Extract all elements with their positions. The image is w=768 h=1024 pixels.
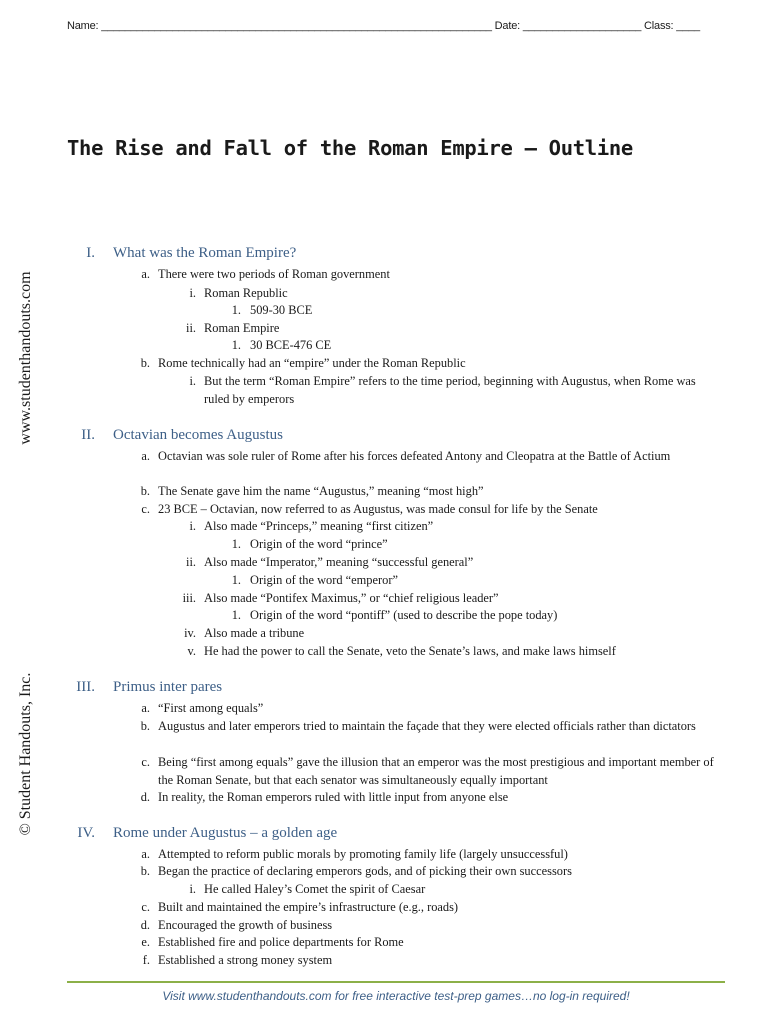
item-text: Roman Empire xyxy=(204,321,280,335)
item-text: Encouraged the growth of business xyxy=(158,918,333,932)
item-text: Also made a tribune xyxy=(204,626,305,640)
item-text: He called Haley’s Comet the spirit of Caesar xyxy=(204,882,426,896)
section-title: Primus inter pares xyxy=(113,679,223,695)
item-text: Established a strong money system xyxy=(158,953,333,967)
item-text: 23 BCE – Octavian, now referred to as Augustus, was made consul for life by the Senate xyxy=(158,502,598,516)
item-marker: i. xyxy=(189,519,196,533)
side-copyright-text: © Student Handouts, Inc. xyxy=(17,672,34,836)
section-number: IV. xyxy=(77,825,95,841)
item-marker: 1. xyxy=(231,608,241,622)
item-marker: i. xyxy=(189,286,196,300)
item-marker: 1. xyxy=(231,573,241,587)
item-text: Built and maintained the empire’s infrastructure (e.g., roads) xyxy=(158,900,459,914)
section-number: I. xyxy=(86,245,95,261)
footer-divider xyxy=(67,981,725,983)
section-title: Octavian becomes Augustus xyxy=(113,427,283,443)
item-text: Also made “Princeps,” meaning “first citizen” xyxy=(204,519,434,533)
item-text: Established fire and police departments for Rome xyxy=(158,935,404,949)
item-marker: 1. xyxy=(231,537,241,551)
item-text: Augustus and later emperors tried to maintain the façade that they were elected officials rather than dictators xyxy=(158,719,696,733)
item-text: Origin of the word “emperor” xyxy=(250,573,398,587)
item-text: Roman Republic xyxy=(204,286,288,300)
item-text: He had the power to call the Senate, veto the Senate’s laws, and make laws himself xyxy=(204,644,616,658)
item-text: Origin of the word “pontiff” (used to describe the pope today) xyxy=(250,608,558,622)
item-marker: e. xyxy=(141,935,150,949)
item-text: In reality, the Roman emperors ruled with little input from anyone else xyxy=(158,790,509,804)
section-number: II. xyxy=(81,427,95,443)
item-text: “First among equals” xyxy=(158,701,264,715)
item-text: Also made “Imperator,” meaning “successful general” xyxy=(204,555,474,569)
item-marker: c. xyxy=(141,755,150,769)
item-marker: a. xyxy=(141,701,150,715)
item-text: Octavian was sole ruler of Rome after his forces defeated Antony and Cleopatra at the Battle of Actium xyxy=(158,449,671,463)
item-text: Attempted to reform public morals by promoting family life (largely unsuccessful) xyxy=(158,847,568,861)
item-marker: 1. xyxy=(231,338,241,352)
item-text: Being “first among equals” gave the illusion that an emperor was the most prestigious and important member of the Roman Senate, but that each senator was simultaneously equally important xyxy=(158,755,714,787)
item-marker: c. xyxy=(141,502,150,516)
section-title: Rome under Augustus – a golden age xyxy=(113,825,338,841)
item-marker: b. xyxy=(140,484,150,498)
item-text: The Senate gave him the name “Augustus,” meaning “most high” xyxy=(158,484,484,498)
item-marker: b. xyxy=(140,719,150,733)
item-marker: a. xyxy=(141,449,150,463)
item-text: Also made “Pontifex Maximus,” or “chief religious leader” xyxy=(204,591,499,605)
item-text: But the term “Roman Empire” refers to the time period, beginning with Augustus, when Rome was ruled by emperors xyxy=(204,374,696,406)
item-marker: ii. xyxy=(186,555,196,569)
item-marker: d. xyxy=(140,790,150,804)
item-text: Origin of the word “prince” xyxy=(250,537,388,551)
item-text: 509-30 BCE xyxy=(250,303,313,317)
item-marker: i. xyxy=(189,374,196,388)
side-url-text: www.studenthandouts.com xyxy=(17,271,34,445)
item-marker: b. xyxy=(140,864,150,878)
name-date-class-line: Name: __________________________________________________________________ Date: ____________________ Class: ____ xyxy=(67,20,700,32)
item-marker: i. xyxy=(189,882,196,896)
item-marker: a. xyxy=(141,267,150,281)
page-title: The Rise and Fall of the Roman Empire – Outline xyxy=(67,136,633,160)
footer-text: Visit www.studenthandouts.com for free interactive test-prep games…no log-in required! xyxy=(162,989,630,1003)
item-text: There were two periods of Roman government xyxy=(158,267,390,281)
item-text: Began the practice of declaring emperors gods, and of picking their own successors xyxy=(158,864,572,878)
item-marker: a. xyxy=(141,847,150,861)
item-marker: v. xyxy=(187,644,196,658)
item-marker: iii. xyxy=(182,591,196,605)
item-marker: ii. xyxy=(186,321,196,335)
item-marker: f. xyxy=(142,953,150,967)
section-title: What was the Roman Empire? xyxy=(113,245,297,261)
item-marker: d. xyxy=(140,918,150,932)
item-marker: iv. xyxy=(184,626,196,640)
item-marker: 1. xyxy=(231,303,241,317)
item-text: 30 BCE-476 CE xyxy=(250,338,332,352)
section-number: III. xyxy=(76,679,95,695)
item-text: Rome technically had an “empire” under the Roman Republic xyxy=(158,356,466,370)
item-marker: c. xyxy=(141,900,150,914)
item-marker: b. xyxy=(140,356,150,370)
